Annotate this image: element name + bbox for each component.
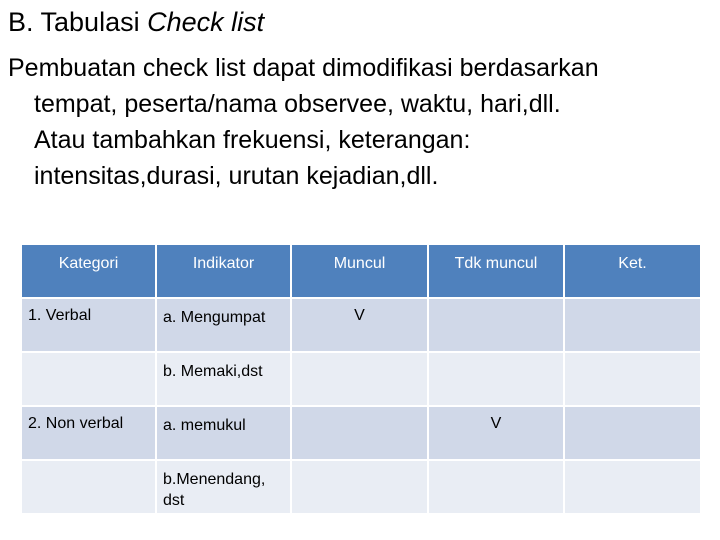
paragraph-line-2: tempat, peserta/nama observee, waktu, hari,dll. (34, 90, 561, 118)
cell-indikator: b. Memaki,dst (156, 352, 291, 406)
header-muncul: Muncul (291, 244, 428, 298)
cell-tdk-muncul: V (428, 406, 564, 460)
header-ket: Ket. (564, 244, 701, 298)
cell-ket (564, 352, 701, 406)
cell-muncul (291, 352, 428, 406)
table-row (21, 406, 701, 460)
cell-tdk-muncul (428, 298, 564, 352)
cell-indikator: a. Mengumpat (156, 298, 291, 352)
cell-muncul (291, 406, 428, 460)
cell-indikator: b.Menendang, dst (156, 460, 291, 514)
checklist-table (20, 243, 702, 515)
slide-title (8, 4, 264, 40)
paragraph-line-4: intensitas,durasi, urutan kejadian,dll. (34, 162, 439, 190)
cell-ket (564, 406, 701, 460)
cell-ket (564, 460, 701, 514)
header-kategori: Kategori (21, 244, 156, 298)
header-indikator: Indikator (156, 244, 291, 298)
cell-ket (564, 298, 701, 352)
cell-kategori (21, 352, 156, 406)
table-row (21, 352, 701, 406)
body-paragraph (8, 50, 713, 194)
cell-muncul: V (291, 298, 428, 352)
table-row (21, 460, 701, 514)
table-row (21, 298, 701, 352)
paragraph-line-1: Pembuatan check list dapat dimodifikasi berdasarkan (8, 54, 599, 82)
cell-indikator: a. memukul (156, 406, 291, 460)
cell-muncul (291, 460, 428, 514)
paragraph-line-3: Atau tambahkan frekuensi, keterangan: (34, 126, 471, 154)
header-tdk-muncul: Tdk muncul (428, 244, 564, 298)
table-header-row (21, 244, 701, 298)
cell-tdk-muncul (428, 352, 564, 406)
cell-kategori: 1. Verbal (21, 298, 156, 352)
title-prefix: B. Tabulasi (8, 7, 148, 37)
cell-tdk-muncul (428, 460, 564, 514)
cell-kategori (21, 460, 156, 514)
cell-kategori: 2. Non verbal (21, 406, 156, 460)
title-italic: Check list (147, 7, 265, 37)
